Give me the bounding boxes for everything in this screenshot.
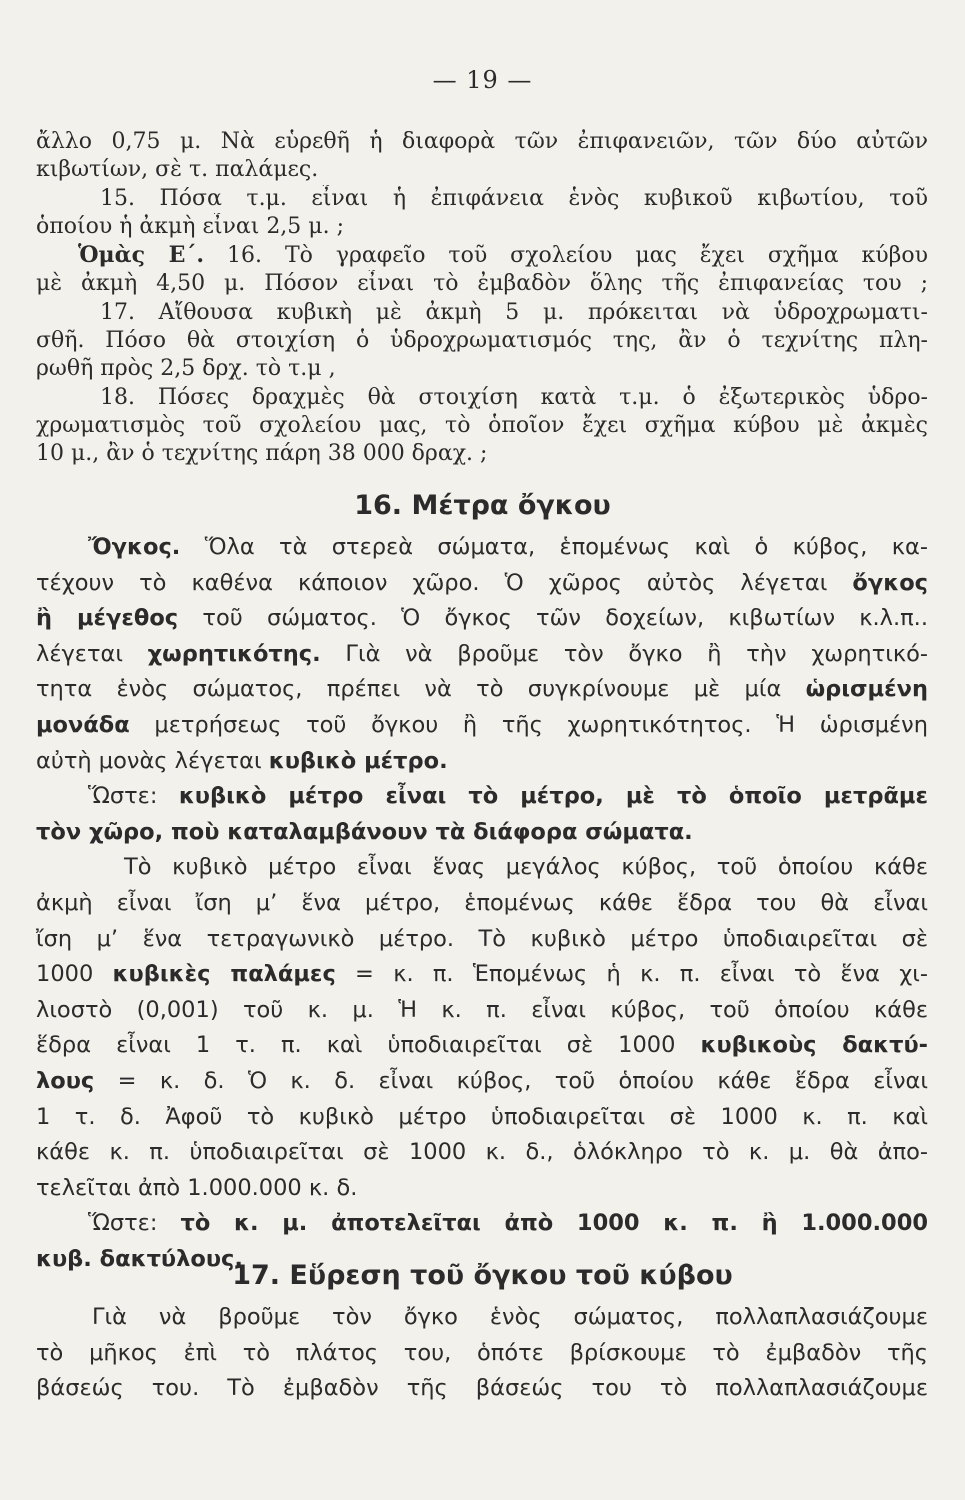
paragraph-line: ἕδρα εἶναι 1 τ. π. καὶ ὑποδιαιρεῖται σὲ 1000 κυβικοὺς δακτύ-	[36, 1032, 928, 1059]
section-17-body	[36, 1300, 928, 1407]
paragraph-line: Ὥστε: τὸ κ. μ. ἀποτελεῖται ἀπὸ 1000 κ. π. ἢ 1.000.000	[88, 1210, 928, 1237]
exercise-line: 15. Πόσα τ.μ. εἶναι ἡ ἐπιφάνεια ἑνὸς κυβικοῦ κιβωτίου, τοῦ	[100, 185, 928, 211]
paragraph-line: λιοστὸ (0,001) τοῦ κ. μ. Ἡ κ. π. εἶναι κύβος, τοῦ ὁποίου κάθε	[36, 996, 928, 1023]
exercise-line: ἄλλο 0,75 μ. Νὰ εὑρεθῆ ἡ διαφορὰ τῶν ἐπιφανειῶν, τῶν δύο αὐτῶν	[36, 129, 928, 154]
exercise-line: Ὁμὰς Ε΄. 16. Τὸ γραφεῖο τοῦ σχολείου μας ἔχει σχῆμα κύβου	[78, 242, 928, 269]
paragraph-line: ἴση μ’ ἕνα τετραγωνικὸ μέτρο. Τὸ κυβικὸ μέτρο ὑποδιαιρεῖται σὲ	[36, 925, 928, 952]
paragraph-line: Ὥστε: κυβικὸ μέτρο εἶναι τὸ μέτρο, μὲ τὸ ὁποῖο μετρᾶμε	[88, 783, 928, 810]
paragraph-line: τητα ἑνὸς σώματος, πρέπει νὰ τὸ συγκρίνουμε μὲ μία ὡρισμένη	[36, 676, 928, 703]
page-number: — 19 —	[432, 66, 533, 94]
section-17-title: 17. Εὕρεση τοῦ ὄγκου τοῦ κύβου	[232, 1260, 733, 1291]
section-16-body	[36, 530, 928, 1277]
exercise-line: ὁποίου ἡ ἀκμὴ εἶναι 2,5 μ. ;	[36, 213, 344, 239]
paragraph-line: ἢ μέγεθος τοῦ σώματος. Ὁ ὄγκος τῶν δοχείων, κιβωτίων κ.λ.π..	[36, 605, 928, 632]
paragraph-line: κάθε κ. π. ὑποδιαιρεῖται σὲ 1000 κ. δ., ὁλόκληρο τὸ κ. μ. θὰ ἀπο-	[36, 1139, 928, 1166]
paragraph-line: Τὸ κυβικὸ μέτρο εἶναι ἕνας μεγάλος κύβος, τοῦ ὁποίου κάθε	[124, 854, 928, 881]
paragraph-line: κυβ. δακτύλους.	[36, 1245, 243, 1272]
exercise-line: σθῆ. Πόσο θὰ στοιχίση ὁ ὑδροχρωματισμός της, ἂν ὁ τεχνίτης πλη-	[36, 328, 928, 354]
paragraph-line: 1 τ. δ. Ἀφοῦ τὸ κυβικὸ μέτρο ὑποδιαιρεῖται σὲ 1000 κ. π. καὶ	[36, 1103, 928, 1130]
paragraph-line: βάσεώς του. Τὸ ἐμβαδὸν τῆς βάσεώς του τὸ πολλαπλασιάζουμε	[36, 1375, 928, 1402]
exercise-line: χρωματισμὸς τοῦ σχολείου μας, τὸ ὁποῖον ἔχει σχῆμα κύβου μὲ ἀκμὲς	[36, 412, 928, 438]
paragraph-line: τὸν χῶρο, ποὺ καταλαμβάνουν τὰ διάφορα σώματα.	[36, 818, 693, 845]
paragraph-line: Ὄγκος. Ὅλα τὰ στερεὰ σώματα, ἑπομένως καὶ ὁ κύβος, κα-	[88, 534, 928, 560]
paragraph-line: τέχουν τὸ καθένα κάποιον χῶρο. Ὁ χῶρος αὐτὸς λέγεται ὄγκος	[36, 569, 928, 596]
paragraph-line: ἀκμὴ εἶναι ἴση μ’ ἕνα μέτρο, ἑπομένως κάθε ἕδρα του θὰ εἶναι	[36, 889, 928, 916]
paragraph-line: λέγεται χωρητικότης. Γιὰ νὰ βροῦμε τὸν ὄγκο ἢ τὴν χωρητικό-	[36, 640, 928, 667]
exercise-line: ρωθῆ πρὸς 2,5 δρχ. τὸ τ.μ ,	[36, 356, 336, 382]
section-16-title: 16. Μέτρα ὄγκου	[354, 490, 611, 521]
exercise-line: 18. Πόσες δραχμὲς θὰ στοιχίση κατὰ τ.μ. ὁ ἐξωτερικὸς ὑδρο-	[100, 384, 928, 410]
exercise-line: μὲ ἀκμὴ 4,50 μ. Πόσον εἶναι τὸ ἐμβαδὸν ὅλης τῆς ἐπιφανείας του ;	[36, 271, 928, 297]
paragraph-line: Γιὰ νὰ βροῦμε τὸν ὄγκο ἑνὸς σώματος, πολλαπλασιάζουμε	[92, 1304, 928, 1330]
paragraph-line: λους = κ. δ. Ὁ κ. δ. εἶναι κύβος, τοῦ ὁποίου κάθε ἕδρα εἶναι	[36, 1067, 928, 1094]
group-label: Ὁμὰς Ε΄.	[78, 242, 205, 269]
exercise-line: 10 μ., ἂν ὁ τεχνίτης πάρη 38 000 δραχ. ;	[36, 441, 488, 467]
paragraph-line: αὐτὴ μονὰς λέγεται κυβικὸ μέτρο.	[36, 747, 448, 774]
exercises-block	[36, 128, 928, 469]
exercise-line: κιβωτίων, σὲ τ. παλάμες.	[36, 157, 319, 183]
paragraph-line: τελεῖται ἀπὸ 1.000.000 κ. δ.	[36, 1174, 358, 1201]
paragraph-line: 1000 κυβικὲς παλάμες = κ. π. Ἑπομένως ἡ κ. π. εἶναι τὸ ἕνα χι-	[36, 961, 928, 988]
paragraph-line: μονάδα μετρήσεως τοῦ ὄγκου ἢ τῆς χωρητικότητος. Ἡ ὡρισμένη	[36, 711, 928, 738]
paragraph-line: τὸ μῆκος ἐπὶ τὸ πλάτος του, ὁπότε βρίσκουμε τὸ ἐμβαδὸν τῆς	[36, 1339, 928, 1366]
exercise-line: 17. Αἴθουσα κυβικὴ μὲ ἀκμὴ 5 μ. πρόκειται νὰ ὑδροχρωματι-	[100, 299, 928, 325]
